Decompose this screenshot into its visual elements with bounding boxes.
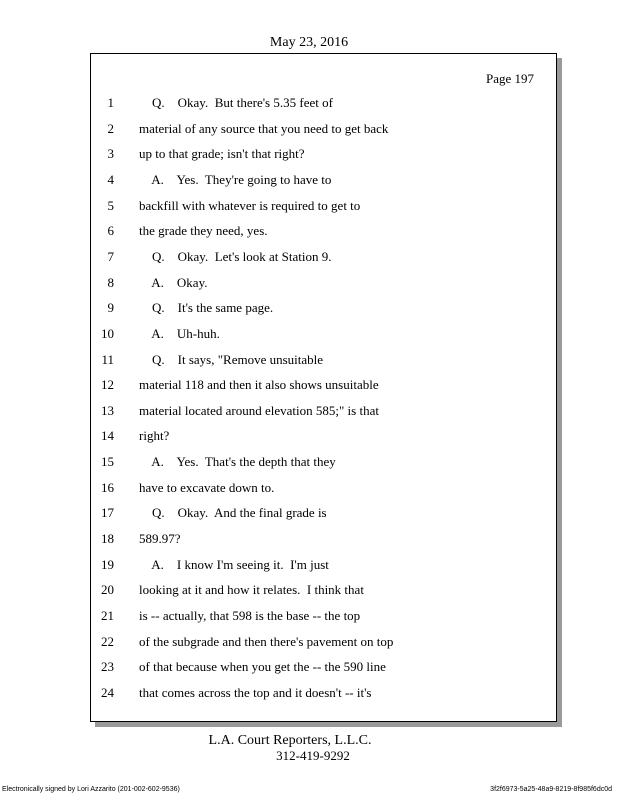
line-text: up to that grade; isn't that right? xyxy=(139,146,305,161)
line-text: A. Yes. That's the depth that they xyxy=(139,454,336,469)
line-number: 14 xyxy=(101,428,114,443)
line-number: 23 xyxy=(101,659,114,674)
line-text: A. Okay. xyxy=(139,275,208,290)
line-text: A. Yes. They're going to have to xyxy=(139,172,332,187)
line-text: 589.97? xyxy=(139,531,181,546)
line-number: 5 xyxy=(107,198,114,213)
line-number: 11 xyxy=(101,352,114,367)
line-text: backfill with whatever is required to get to xyxy=(139,198,361,213)
line-text: material located around elevation 585;" is that xyxy=(139,403,379,418)
line-text: A. Uh-huh. xyxy=(139,326,220,341)
electronic-signature: Electronically signed by Lori Azzarito (201-002-602-9536) xyxy=(2,786,180,793)
line-number: 20 xyxy=(101,582,114,597)
page-number: Page 197 xyxy=(485,71,534,86)
line-text: is -- actually, that 598 is the base -- the top xyxy=(139,608,361,623)
line-number: 2 xyxy=(107,121,114,136)
transcript-date: May 23, 2016 xyxy=(269,35,349,50)
line-text: Q. Okay. Let's look at Station 9. xyxy=(139,249,332,264)
line-number: 1 xyxy=(107,95,114,110)
line-number: 18 xyxy=(101,531,114,546)
line-text: Q. Okay. And the final grade is xyxy=(139,505,327,520)
line-number: 12 xyxy=(101,377,114,392)
line-number: 21 xyxy=(101,608,114,623)
line-text: Q. Okay. But there's 5.35 feet of xyxy=(139,95,333,110)
line-number: 19 xyxy=(101,557,114,572)
line-text: looking at it and how it relates. I think that xyxy=(139,582,364,597)
line-number: 13 xyxy=(101,403,114,418)
document-id: 3f2f6973-5a25-48a9-8219-8f985f6dc0d xyxy=(490,786,612,793)
line-text: that comes across the top and it doesn't -- it's xyxy=(139,685,372,700)
line-number: 17 xyxy=(101,505,114,520)
line-text: material of any source that you need to get back xyxy=(139,121,389,136)
line-number: 4 xyxy=(107,172,114,187)
line-number: 8 xyxy=(107,275,114,290)
line-number: 15 xyxy=(101,454,114,469)
line-text: Q. It's the same page. xyxy=(139,300,274,315)
line-text: of that because when you get the -- the 590 line xyxy=(139,659,386,674)
reporter-company: L.A. Court Reporters, L.L.C. xyxy=(208,733,372,748)
line-text: Q. It says, "Remove unsuitable xyxy=(139,352,324,367)
line-number: 16 xyxy=(101,480,114,495)
line-text: the grade they need, yes. xyxy=(139,223,268,238)
line-text: have to excavate down to. xyxy=(139,480,275,495)
line-number: 9 xyxy=(107,300,114,315)
line-number: 22 xyxy=(101,634,114,649)
line-number: 24 xyxy=(101,685,114,700)
line-text: right? xyxy=(139,428,170,443)
line-number: 6 xyxy=(107,223,114,238)
line-number: 3 xyxy=(107,146,114,161)
line-text: of the subgrade and then there's pavement on top xyxy=(139,634,394,649)
line-number: 7 xyxy=(107,249,114,264)
line-text: material 118 and then it also shows unsuitable xyxy=(139,377,379,392)
line-number: 10 xyxy=(101,326,114,341)
reporter-phone: 312-419-9292 xyxy=(276,748,350,763)
line-text: A. I know I'm seeing it. I'm just xyxy=(139,557,329,572)
